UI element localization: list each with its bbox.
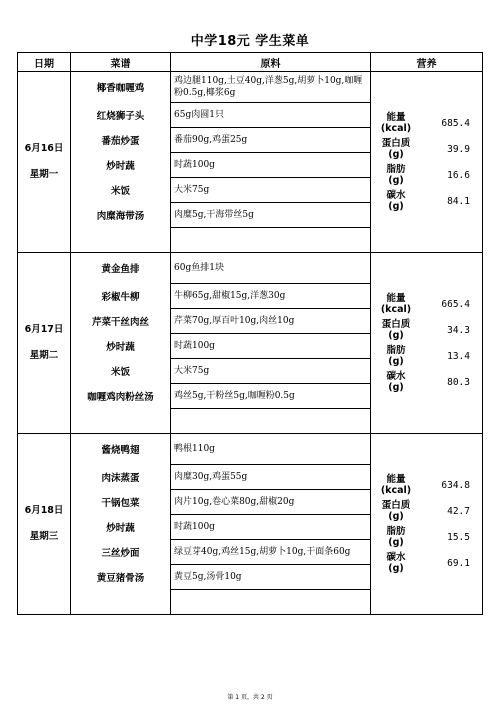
nutrient-value: 34.3 [447, 324, 470, 336]
dish-name: 干锅包菜 [71, 490, 171, 515]
nutrition-label [377, 190, 415, 212]
ingredients-cell: 时蔬100g [171, 515, 371, 540]
nutrition-label [377, 371, 415, 393]
nutrient-name: 碳水 [386, 371, 406, 382]
nutrition-row [377, 345, 482, 367]
dish-name: 番茄炒蛋 [71, 128, 171, 153]
ingredients-cell: 肉糜30g,鸡蛋55g [171, 465, 371, 490]
nutrient-value: 69.1 [447, 557, 470, 569]
ingredients-cell: 65g肉圆1只 [171, 103, 371, 128]
nutrient-name: 蛋白质 [381, 500, 411, 511]
dish-name: 米饭 [71, 178, 171, 203]
dish-name: 炒时蔬 [71, 334, 171, 359]
nutrient-unit: (g) [388, 330, 404, 341]
nutrient-value: 42.7 [447, 505, 470, 517]
ingredients-cell: 时蔬100g [171, 153, 371, 178]
nutrient-value: 634.8 [441, 479, 470, 491]
nutrient-value: 685.4 [441, 117, 470, 129]
nutrient-name: 脂肪 [386, 164, 406, 175]
nutrition-row [377, 190, 482, 212]
dish-name: 椰香咖喱鸡 [71, 72, 171, 103]
ingredients-cell: 肉糜5g,干海带丝5g [171, 203, 371, 228]
day-date: 6月18日 [24, 505, 64, 516]
nutrition-label [377, 500, 415, 522]
table-row [18, 72, 483, 103]
nutrient-name: 能量 [386, 474, 406, 485]
nutrient-unit: (g) [388, 149, 404, 160]
ingredients-cell: 芹菜70g,厚百叶10g,肉丝10g [171, 309, 371, 334]
header-nutrition: 营养 [371, 53, 483, 72]
dish-name [71, 590, 171, 615]
day-weekday: 星期三 [29, 531, 59, 542]
dish-name: 酱烧鸭翅 [71, 434, 171, 465]
day-weekday: 星期二 [29, 350, 59, 361]
nutrient-value: 15.5 [447, 531, 470, 543]
nutrition-label [377, 526, 415, 548]
nutrition-row [377, 319, 482, 341]
nutrition-label [377, 552, 415, 574]
ingredients-cell: 番茄90g,鸡蛋25g [171, 128, 371, 153]
ingredients-cell: 黄豆5g,汤骨10g [171, 565, 371, 590]
nutrition-cell [371, 253, 483, 434]
nutrition-cell [371, 434, 483, 615]
nutrient-unit: (g) [388, 175, 404, 186]
nutrient-value: 13.4 [447, 350, 470, 362]
nutrient-name: 碳水 [386, 190, 406, 201]
nutrition-row [377, 164, 482, 186]
nutrition-label [377, 112, 415, 134]
ingredients-cell: 绿豆芽40g,鸡丝15g,胡萝卜10g,干面条60g [171, 540, 371, 565]
nutrient-unit: (g) [388, 201, 404, 212]
ingredients-cell [171, 228, 371, 253]
header-ingredients: 原料 [171, 53, 371, 72]
ingredients-cell: 60g鱼排1块 [171, 253, 371, 284]
header-date: 日期 [18, 53, 71, 72]
page-footer: 第 1 页，共 2 页 [227, 694, 273, 701]
header-dish: 菜谱 [71, 53, 171, 72]
nutrition-row [377, 526, 482, 548]
ingredients-cell [171, 590, 371, 615]
nutrient-name: 能量 [386, 293, 406, 304]
nutrient-name: 脂肪 [386, 526, 406, 537]
nutrition-row [377, 500, 482, 522]
ingredients-cell: 大米75g [171, 359, 371, 384]
nutrient-unit: (g) [388, 356, 404, 367]
dish-name: 炒时蔬 [71, 515, 171, 540]
menu-table [17, 52, 483, 615]
menu-body [18, 72, 483, 615]
day-date: 6月16日 [24, 143, 64, 154]
nutrient-value: 665.4 [441, 298, 470, 310]
nutrient-unit: (kcal) [380, 123, 412, 134]
nutrient-value: 39.9 [447, 143, 470, 155]
ingredients-cell: 肉片10g,卷心菜80g,甜椒20g [171, 490, 371, 515]
ingredients-cell: 鸡丝5g,干粉丝5g,咖喱粉0.5g [171, 384, 371, 409]
nutrient-unit: (g) [388, 563, 404, 574]
nutrient-unit: (g) [388, 537, 404, 548]
dish-name: 肉糜海带汤 [71, 203, 171, 228]
nutrient-value: 16.6 [447, 169, 470, 181]
ingredients-cell: 时蔬100g [171, 334, 371, 359]
nutrient-value: 84.1 [447, 195, 470, 207]
page-title: 中学18元 学生菜单 [190, 34, 310, 49]
nutrient-name: 蛋白质 [381, 319, 411, 330]
nutrition-label [377, 138, 415, 160]
ingredients-cell: 大米75g [171, 178, 371, 203]
nutrition-label [377, 474, 415, 496]
day-cell [18, 253, 71, 434]
dish-name: 黄金鱼排 [71, 253, 171, 284]
nutrient-unit: (kcal) [380, 304, 412, 315]
dish-name [71, 409, 171, 434]
dish-name [71, 228, 171, 253]
nutrition-row [377, 138, 482, 160]
nutrient-unit: (g) [388, 382, 404, 393]
nutrition-label [377, 164, 415, 186]
dish-name: 芹菜干丝肉丝 [71, 309, 171, 334]
dish-name: 彩椒牛柳 [71, 284, 171, 309]
nutrition-cell [371, 72, 483, 253]
nutrition-label [377, 319, 415, 341]
nutrition-row [377, 474, 482, 496]
nutrient-name: 能量 [386, 112, 406, 123]
ingredients-cell [171, 409, 371, 434]
nutrient-name: 脂肪 [386, 345, 406, 356]
day-cell [18, 434, 71, 615]
nutrition-label [377, 345, 415, 367]
ingredients-cell: 牛柳65g,甜椒15g,洋葱30g [171, 284, 371, 309]
ingredients-cell: 鸭根110g [171, 434, 371, 465]
day-weekday: 星期一 [29, 169, 59, 180]
dish-name: 红烧狮子头 [71, 103, 171, 128]
dish-name: 三丝炒面 [71, 540, 171, 565]
nutrient-value: 80.3 [447, 376, 470, 388]
nutrient-name: 蛋白质 [381, 138, 411, 149]
dish-name: 咖喱鸡肉粉丝汤 [71, 384, 171, 409]
dish-name: 炒时蔬 [71, 153, 171, 178]
nutrient-unit: (g) [388, 511, 404, 522]
nutrient-unit: (kcal) [380, 485, 412, 496]
nutrient-name: 碳水 [386, 552, 406, 563]
day-cell [18, 72, 71, 253]
day-date: 6月17日 [24, 324, 64, 335]
nutrition-row [377, 552, 482, 574]
dish-name: 黄豆猪骨汤 [71, 565, 171, 590]
nutrition-label [377, 293, 415, 315]
nutrition-row [377, 371, 482, 393]
table-row [18, 253, 483, 284]
nutrition-row [377, 293, 482, 315]
nutrition-row [377, 112, 482, 134]
header-row [18, 53, 483, 72]
dish-name: 肉沫蒸蛋 [71, 465, 171, 490]
ingredients-cell: 鸡边腿110g,土豆40g,洋葱5g,胡萝卜10g,咖喱粉0.5g,椰浆6g [171, 72, 371, 103]
dish-name: 米饭 [71, 359, 171, 384]
table-row [18, 434, 483, 465]
